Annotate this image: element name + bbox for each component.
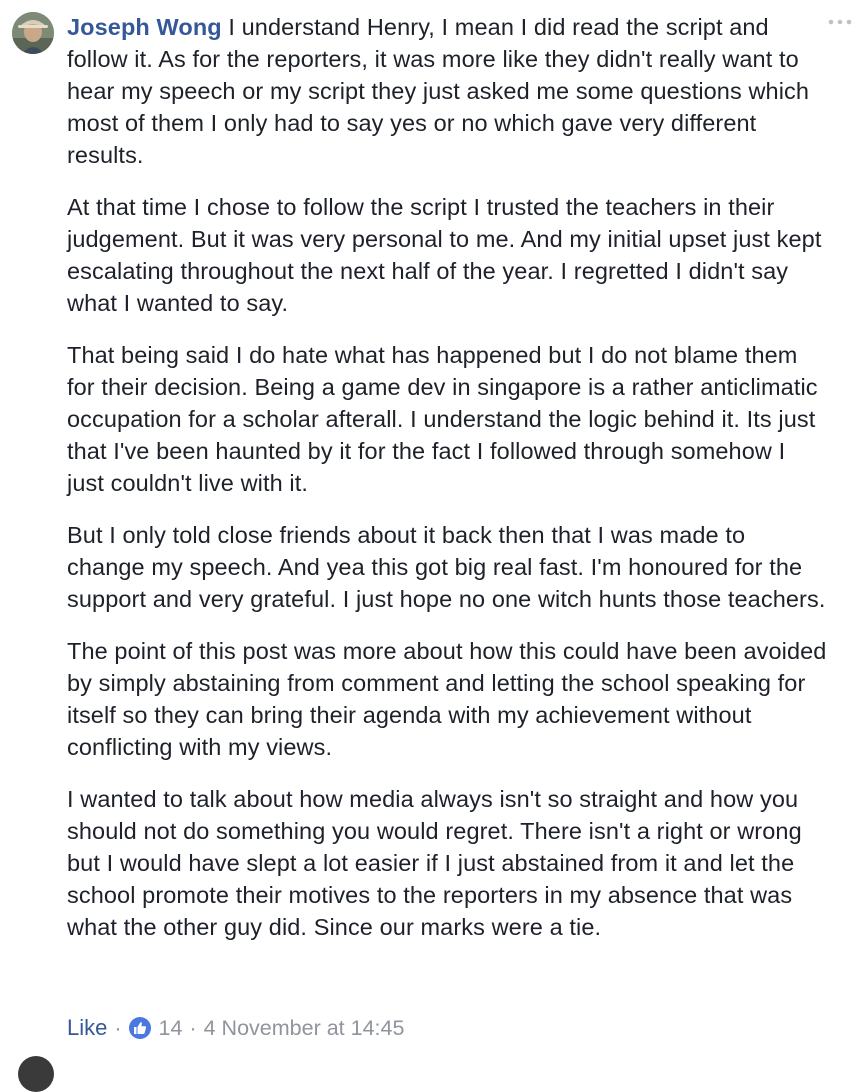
thumbs-up-icon [129, 1017, 151, 1039]
comment-paragraph: That being said I do hate what has happened but I do not blame them for their decision. Being a game dev in singapore is a rather anticlimatic occupation for a scholar afterall. I understand the logic behind it. Its just that I've been haunted by it for the fact I followed through somehow I just couldn't live with it. [67, 342, 818, 496]
comment-actions [67, 1012, 404, 1044]
reaction-count: 14 [158, 1015, 183, 1040]
author-avatar[interactable] [12, 12, 54, 54]
paragraph-text: I understand Henry, I mean I did read the script and follow it. As for the reporters, it was more like they didn't really want to hear my speech or my script they just asked me some questions which most of them I only had to say yes or no which gave very different results. [67, 14, 810, 168]
more-options-button[interactable] [826, 14, 854, 34]
separator: · [114, 1015, 122, 1040]
next-comment-avatar[interactable] [18, 1056, 54, 1092]
comment-paragraph: But I only told close friends about it back then that I was made to change my speech. And yea this got big real fast. I'm honoured for the support and very grateful. I just hope no one witch hunts those teachers. [67, 522, 826, 612]
like-link[interactable]: Like [67, 1015, 108, 1040]
comment-paragraph: The point of this post was more about how this could have been avoided by simply abstaining from comment and letting the school speaking for itself so they can bring their agenda with my achievement without conflicting with my views. [67, 638, 827, 760]
avatar-image [12, 12, 54, 54]
separator: · [189, 1015, 197, 1040]
reaction-count-button[interactable] [129, 1016, 183, 1041]
comment-paragraph: At that time I chose to follow the script I trusted the teachers in their judgement. But it was very personal to me. And my initial upset just kept escalating throughout the next half of the year. I regretted I didn't say what I wanted to say. [67, 194, 822, 316]
author-name-link[interactable]: Joseph Wong [67, 14, 222, 40]
comment-paragraph [67, 11, 827, 171]
comment-body [67, 11, 827, 963]
timestamp-link[interactable]: 4 November at 14:45 [203, 1015, 405, 1040]
more-options-icon [826, 14, 854, 34]
comment-paragraph: I wanted to talk about how media always isn't so straight and how you should not do something you would regret. There isn't a right or wrong but I would have slept a lot easier if I just abstained from it and let the school promote their motives to the reporters in my absence that was what the other guy did. Since our marks were a tie. [67, 786, 802, 940]
